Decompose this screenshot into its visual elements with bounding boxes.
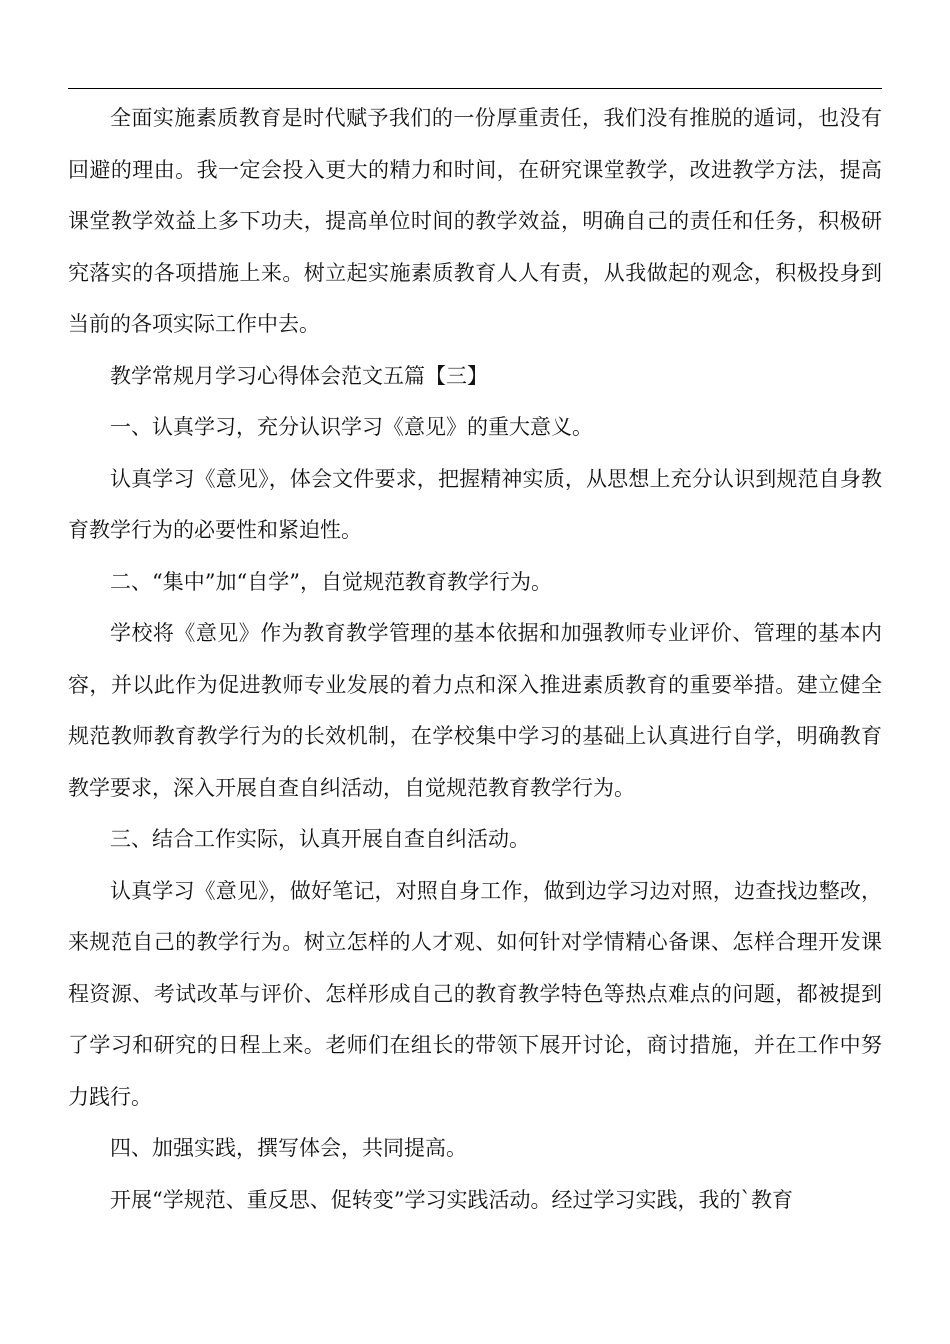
paragraph-school-measures: 学校将《意见》作为教育教学管理的基本依据和加强教师专业评价、管理的基本内容，并以此作为促进教师专业发展的着力点和深入推进素质教育的重要举措。建立健全规范教师教育教学行为的长效机制，在学校集中学习的基础上认真进行自学，明确教育教学要求，深入开展自查自纠活动，自觉规范教育教学行为。	[68, 621, 882, 800]
section-heading-4: 四、加强实践，撰写体会，共同提高。	[110, 1136, 467, 1160]
document-body	[68, 93, 882, 1226]
paragraph-self-check: 认真学习《意见》，做好笔记，对照自身工作，做到边学习边对照，边查找边整改，来规范自己的教学行为。树立怎样的人才观、如何针对学情精心备课、怎样合理开发课程资源、考试改革与评价、怎样形成自己的教育教学特色等热点难点的问题，都被提到了学习和研究的日程上来。老师们在组长的带领下展开讨论，商讨措施，并在工作中努力践行。	[68, 878, 882, 1109]
section-heading-2: 二、“集中”加“自学”，自觉规范教育教学行为。	[110, 569, 552, 594]
article-title: 教学常规月学习心得体会范文五篇【三】	[110, 363, 488, 388]
paragraph-practice: 开展“学规范、重反思、促转变”学习实践活动。经过学习实践，我的`教育	[110, 1187, 793, 1212]
paragraph-study: 认真学习《意见》，体会文件要求，把握精神实质，从思想上充分认识到规范自身教育教学行为的必要性和紧迫性。	[68, 466, 882, 542]
paragraph-commitment: 全面实施素质教育是时代赋予我们的一份厚重责任，我们没有推脱的遁词，也没有回避的理由。我一定会投入更大的精力和时间，在研究课堂教学，改进教学方法，提高课堂教学效益上多下功夫，提高单位时间的教学效益，明确自己的责任和任务，积极研究落实的各项措施上来。树立起实施素质教育人人有责，从我做起的观念，积极投身到当前的各项实际工作中去。	[68, 106, 882, 336]
header-rule	[68, 88, 882, 89]
section-heading-3: 三、结合工作实际，认真开展自查自纠活动。	[110, 827, 530, 851]
section-heading-1: 一、认真学习，充分认识学习《意见》的重大意义。	[110, 415, 593, 439]
